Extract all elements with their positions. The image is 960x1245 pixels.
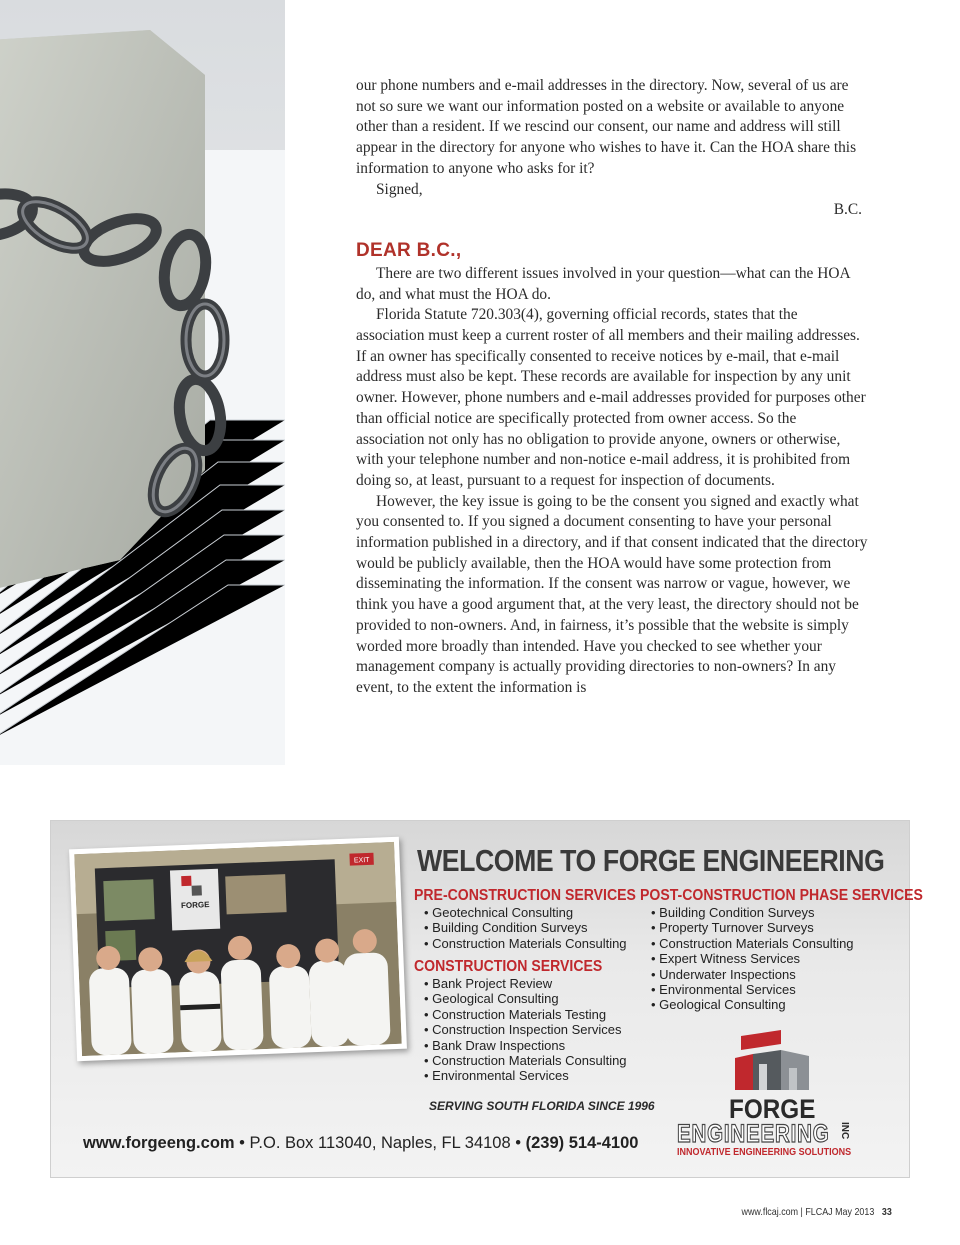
list-item: • Property Turnover Surveys	[651, 920, 854, 935]
folio-issue: May 2013	[835, 1206, 875, 1218]
logo-word-forge: FORGE	[729, 1094, 816, 1124]
folio-site[interactable]: www.flcaj.com	[741, 1206, 799, 1218]
logo-word-engineering: ENGINEERING	[677, 1120, 830, 1148]
ad-contact-line	[83, 1134, 638, 1153]
folio-publication: FLCAJ	[805, 1206, 833, 1218]
letter-signed: Signed,	[376, 180, 423, 198]
list-item: • Bank Project Review	[424, 976, 627, 991]
letter-paragraph: our phone numbers and e-mail addresses in the directory. Now, several of us are not so sure we want our information posted on a website or available to anyone other than a resident. If we rescind our consent, our name and address will still appear in the directory for anyone who wishes to have it. Can the HOA share this information to anyone who asks for it?	[356, 77, 857, 177]
forge-logo-mark	[649, 1028, 859, 1098]
list-item: • Construction Materials Consulting	[424, 936, 627, 951]
reply-paragraph: There are two different issues involved in your question—what can the HOA do, and what must the HOA do.	[356, 264, 850, 303]
ad-title: WELCOME TO FORGE ENGINEERING	[417, 843, 885, 878]
list-item: • Underwater Inspections	[651, 967, 854, 982]
pre-construction-list	[424, 905, 627, 951]
separator: •	[510, 1134, 526, 1152]
list-item: • Expert Witness Services	[651, 951, 854, 966]
list-item: • Construction Materials Consulting	[651, 936, 854, 951]
page-folio	[742, 1206, 892, 1218]
reply-paragraph: Florida Statute 720.303(4), governing official records, states that the association must keep a current roster of all members and their mailing addresses. If an owner has specifically consented to receive notices by e-mail, that e-mail address must also be kept. These records are available for inspection by any unit owner. However, phone numbers and e-mail addresses provided for purposes other than official notice are specifically protected from owner access. So the association not only has no obligation to provide anyone, owners or otherwise, with your telephone number and non-notice e-mail address, it is prohibited from doing so, at least, pursuant to a request for inspection of documents.	[356, 306, 866, 489]
mailing-address: P.O. Box 113040, Naples, FL 34108	[249, 1134, 511, 1152]
logo-word-inc: INC	[839, 1122, 850, 1140]
list-item: • Construction Materials Consulting	[424, 1053, 627, 1068]
folio-divider: |	[800, 1206, 804, 1218]
page-number: 33	[882, 1206, 892, 1218]
logo-tagline: INNOVATIVE ENGINEERING SOLUTIONS	[677, 1147, 852, 1158]
list-item: • Geotechnical Consulting	[424, 905, 627, 920]
list-item: • Geological Consulting	[424, 991, 627, 1006]
list-item: • Environmental Services	[424, 1068, 627, 1083]
serving-since-tagline: SERVING SOUTH FLORIDA SINCE 1996	[429, 1099, 655, 1113]
list-item: • Building Condition Surveys	[424, 920, 627, 935]
list-item: • Building Condition Surveys	[651, 905, 854, 920]
pre-construction-heading: PRE-CONSTRUCTION SERVICES	[414, 887, 636, 904]
letter-signoff: B.C.	[833, 201, 862, 219]
forge-logo	[649, 1028, 859, 1158]
exit-sign: EXIT	[353, 856, 370, 865]
separator: •	[234, 1134, 250, 1152]
reply-paragraph: However, the key issue is going to be the consent you signed and exactly what you consented to. If you signed a document consenting to have your personal information published in a directory, and if that consent indicated that the directory would be publicly available, then the HOA would have some protection from disseminating the information. If the consent was narrow or vague, however, we think you have a good argument that, at the very least, the directory should not be provided to non-owners. And, in fairness, it’s possible that the website is simply worded more broadly than intended. Have you checked to see whether your management company is actually providing directories to non-owners? In any event, to the extent the information is	[356, 492, 868, 696]
article-column	[356, 76, 868, 699]
binder-chain-illustration	[0, 0, 285, 765]
forge-engineering-ad	[50, 820, 923, 1178]
post-construction-list	[651, 905, 854, 1013]
list-item: • Construction Inspection Services	[424, 1022, 627, 1037]
post-construction-heading: POST-CONSTRUCTION PHASE SERVICES	[640, 887, 923, 904]
construction-list	[424, 976, 627, 1084]
reply-heading: DEAR B.C.,	[356, 239, 462, 261]
binder-chain-photo	[0, 0, 285, 765]
construction-heading: CONSTRUCTION SERVICES	[414, 958, 603, 975]
phone-number: (239) 514-4100	[525, 1134, 639, 1152]
team-booth-photo	[69, 837, 407, 1062]
list-item: • Geological Consulting	[651, 997, 854, 1012]
booth-sign: FORGE	[180, 900, 210, 911]
list-item: • Bank Draw Inspections	[424, 1038, 627, 1053]
website-link[interactable]: www.forgeeng.com	[83, 1134, 235, 1152]
list-item: • Construction Materials Testing	[424, 1007, 627, 1022]
team-booth-illustration	[74, 842, 402, 1056]
list-item: • Environmental Services	[651, 982, 854, 997]
